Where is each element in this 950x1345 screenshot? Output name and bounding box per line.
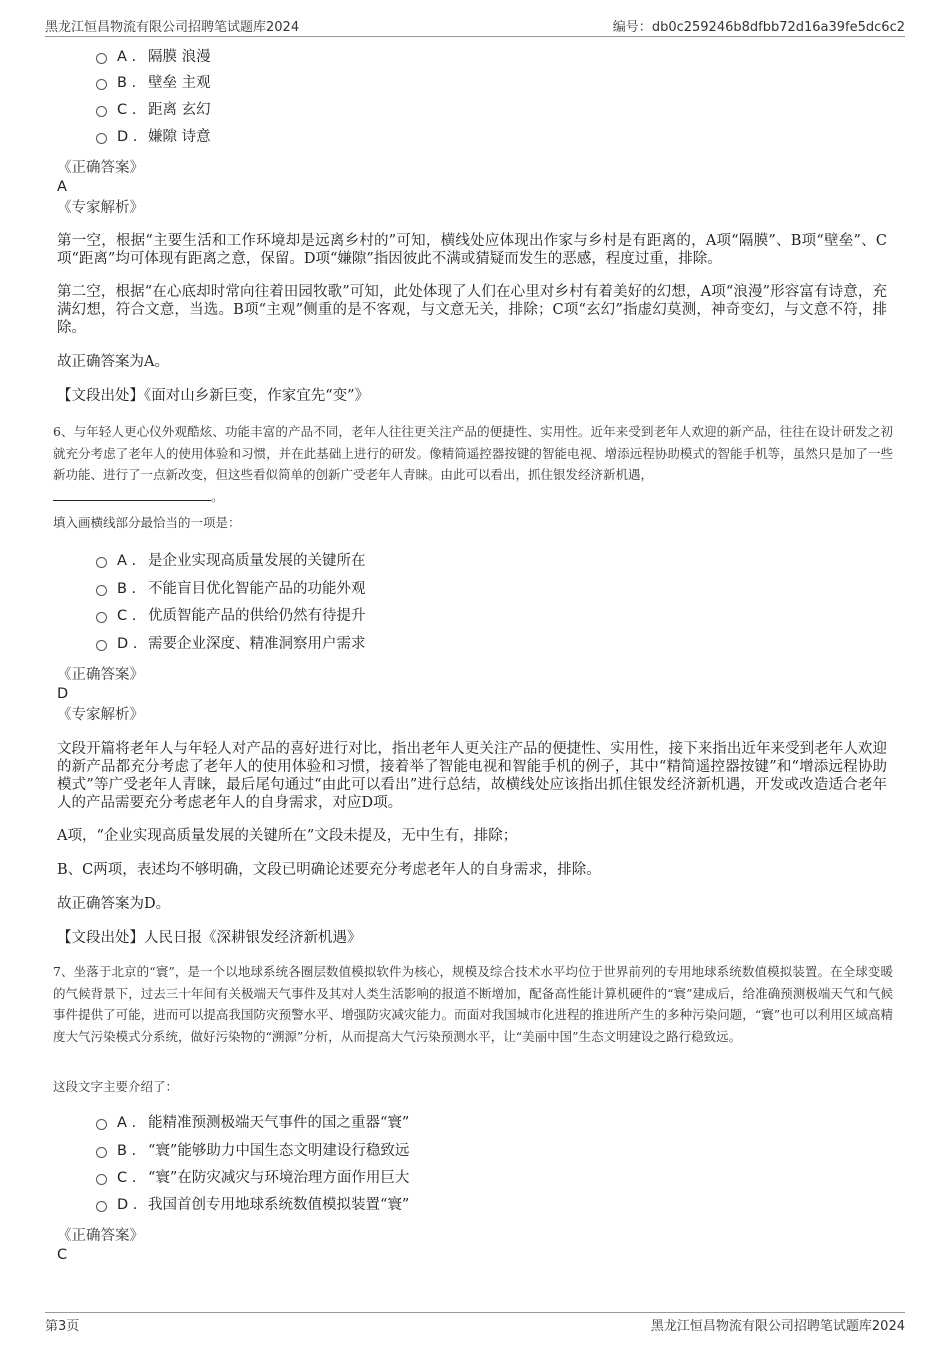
q6-answer-label: 《正确答案》	[57, 667, 144, 683]
q5-analysis-label: 《专家解析》	[57, 200, 144, 216]
radio-icon[interactable]	[96, 1174, 107, 1185]
radio-icon[interactable]	[96, 640, 107, 651]
q6-stem-text: 6、与年轻人更心仪外观酷炫、功能丰富的产品不同，老年人往往更关注产品的便捷性、实用性。近年来受到老年人欢迎的新产品，往往在设计研发之初就充分考虑了老年人的使用体验和习惯，并在此基础上进行的研发。像精简遥控器按键的智能电视、增添远程协助模式的智能手机等，虽然只是加了一些新功能、进行了一点新改变，但这些看似简单的创新广受老年人青睐。由此可以看出，抓住银发经济新机遇，	[53, 424, 893, 482]
header-code-label: 编号：	[612, 20, 652, 35]
radio-icon[interactable]	[96, 585, 107, 596]
q6-stem-end: 。	[211, 488, 224, 504]
q5-analysis-p1: 第一空，根据“主要生活和工作环境却是远离乡村的”可知，横线处应体现出作家与乡村是有距离的，A项“隔膜”、B项“壁垒”、C项“距离”均可体现有距离之意，保留。D项“嫌隙”指因彼此不满或猜疑而发生的恶感，程度过重，排除。	[57, 233, 887, 267]
q7-answer-label: 《正确答案》	[57, 1228, 144, 1244]
q6-analysis-label: 《专家解析》	[57, 707, 144, 723]
radio-icon[interactable]	[96, 53, 107, 64]
page-header	[45, 14, 905, 37]
radio-icon[interactable]	[96, 612, 107, 623]
q5-analysis-p3: 故正确答案为A。	[57, 354, 169, 370]
q6-prompt: 填入画横线部分最恰当的一项是：	[53, 515, 241, 530]
fill-blank	[53, 486, 211, 501]
q7-answer: C	[57, 1247, 68, 1263]
radio-icon[interactable]	[96, 1119, 107, 1130]
radio-icon[interactable]	[96, 79, 107, 90]
page-number: 第3页	[45, 1319, 80, 1334]
header-code	[613, 16, 905, 35]
q6-stem	[53, 421, 893, 507]
q6-source: 【文段出处】人民日报《深耕银发经济新机遇》	[57, 930, 362, 946]
footer-title: 黑龙江恒昌物流有限公司招聘笔试题库2024	[650, 1319, 905, 1334]
radio-icon[interactable]	[96, 557, 107, 568]
q6-answer: D	[57, 686, 69, 702]
q7-prompt: 这段文字主要介绍了：	[53, 1079, 179, 1094]
radio-icon[interactable]	[96, 133, 107, 144]
header-title: 黑龙江恒昌物流有限公司招聘笔试题库2024	[45, 20, 300, 35]
q7-stem: 7、坐落于北京的“寰”，是一个以地球系统各圈层数值模拟软件为核心，规模及综合技术水平均位于世界前列的专用地球系统数值模拟装置。在全球变暖的气候背景下，过去三十年间有关极端天气事件及其对人类生活影响的报道不断增加，配备高性能计算机硬件的“寰”建成后，给准确预测极端天气和气候事件提供了可能，进而可以提高我国防灾预警水平、增强防灾减灾能力。而面对我国城市化进程的推进所产生的多种污染问题，“寰”也可以利用区域高精度大气污染模式分系统，做好污染物的“溯源”分析，从而提高大气污染预测水平，让“美丽中国”生态文明建设之路行稳致远。	[53, 964, 893, 1044]
q5-answer-label: 《正确答案》	[57, 160, 144, 176]
q5-answer: A	[57, 179, 67, 195]
radio-icon[interactable]	[96, 1147, 107, 1158]
q5-source: 【文段出处】《面对山乡新巨变，作家宜先“变”》	[57, 388, 370, 404]
q6-analysis-p4: 故正确答案为D。	[57, 896, 171, 912]
header-code-value: db0c259246b8dfbb72d16a39fe5dc6c2	[651, 20, 905, 35]
radio-icon[interactable]	[96, 106, 107, 117]
q6-analysis-p2: A项，“企业实现高质量发展的关键所在”文段未提及，无中生有，排除；	[57, 828, 518, 844]
page-footer	[45, 1312, 905, 1338]
q6-analysis-p3: B、C两项，表述均不够明确，文段已明确论述要充分考虑老年人的自身需求，排除。	[57, 862, 601, 878]
q6-analysis-p1: 文段开篇将老年人与年轻人对产品的喜好进行对比，指出老年人更关注产品的便捷性、实用性，接下来指出近年来受到老年人欢迎的新产品都充分考虑了老年人的使用体验和习惯，接着举了智能电视和智能手机的例子，其中“精简遥控器按键”和“增添远程协助模式”等广受老年人青睐，最后尾句通过“由此可以看出”进行总结，故横线处应该指出抓住银发经济新机遇，开发或改造适合老年人的产品需要充分考虑老年人的自身需求，对应D项。	[57, 741, 887, 811]
radio-icon[interactable]	[96, 1201, 107, 1212]
q5-analysis-p2: 第二空，根据“在心底却时常向往着田园牧歌”可知，此处体现了人们在心里对乡村有着美好的幻想，A项“浪漫”形容富有诗意，充满幻想，符合文意，当选。B项“主观”侧重的是不客观，与文意无关，排除；C项“玄幻”指虚幻莫测，神奇变幻，与文意不符，排除。	[57, 284, 887, 336]
